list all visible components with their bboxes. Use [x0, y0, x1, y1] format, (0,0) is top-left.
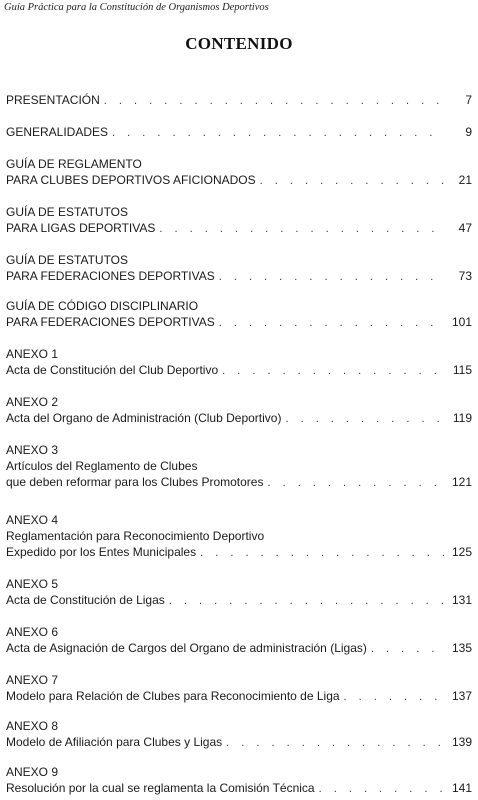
toc-entry-heading: ANEXO 4	[6, 513, 59, 527]
toc-entry-row	[6, 92, 472, 108]
toc-entry-row	[6, 124, 472, 140]
page-number: 9	[465, 125, 472, 139]
toc-entry-title: GENERALIDADES	[6, 125, 109, 139]
toc-entry-title: PRESENTACIÓN	[6, 93, 100, 107]
toc-entry[interactable]	[6, 346, 472, 378]
toc-entry-row	[6, 268, 472, 284]
dot-leader	[222, 363, 444, 379]
page-number: 47	[458, 221, 472, 235]
toc-entry-heading: ANEXO 1	[6, 347, 59, 361]
toc-entry-title: Acta de Constitución del Club Deportivo	[6, 363, 219, 377]
toc-entry-heading: Reglamentación para Reconocimiento Deportivo	[6, 529, 265, 543]
toc-entry-title: PARA CLUBES DEPORTIVOS AFICIONADOS	[6, 173, 256, 187]
toc-entry-title: PARA LIGAS DEPORTIVAS	[6, 221, 156, 235]
toc-entry-row	[6, 544, 472, 560]
toc-entry-heading: ANEXO 8	[6, 719, 59, 733]
toc-entry-heading: GUÍA DE ESTATUTOS	[6, 205, 129, 219]
toc-entry-row	[6, 640, 472, 656]
toc-entry[interactable]	[6, 718, 472, 750]
dot-leader	[219, 269, 444, 285]
toc-entry-heading: ANEXO 5	[6, 577, 59, 591]
toc-entry-title: Acta del Organo de Administración (Club Deportivo)	[6, 411, 282, 425]
toc-entry-heading: ANEXO 3	[6, 443, 59, 457]
toc-entry-heading: ANEXO 7	[6, 673, 59, 687]
dot-leader	[260, 173, 444, 189]
page-number: 73	[458, 269, 472, 283]
page-number: 119	[452, 411, 472, 425]
toc-entry-heading: ANEXO 2	[6, 395, 59, 409]
dot-leader	[344, 689, 444, 705]
toc-entry-title: Resolución por la cual se reglamenta la Comisión Técnica	[6, 781, 315, 795]
toc-entry-title: Modelo para Relación de Clubes para Reconocimiento de Liga	[6, 689, 340, 703]
dot-leader	[226, 735, 444, 751]
dot-leader	[319, 781, 444, 797]
toc-entry[interactable]	[6, 298, 472, 330]
toc-entry-row	[6, 172, 472, 188]
toc-entry-heading: GUÍA DE CÓDIGO DISCIPLINARIO	[6, 299, 199, 313]
toc-entry-row	[6, 592, 472, 608]
toc-entry[interactable]	[6, 252, 472, 284]
dot-leader	[219, 315, 444, 331]
toc-entry[interactable]	[6, 156, 472, 188]
page-number: 125	[451, 545, 472, 559]
page-number: 121	[451, 475, 472, 489]
toc-entry-title: que deben reformar para los Clubes Promotores	[6, 475, 264, 489]
toc-entry[interactable]	[6, 394, 472, 426]
toc-entry[interactable]	[6, 124, 472, 140]
page-number: 139	[451, 735, 472, 749]
page-number: 137	[451, 689, 472, 703]
dot-leader	[200, 545, 444, 561]
running-head: Guía Práctica para la Constitución de Organismos Deportivos	[4, 2, 269, 13]
page-number: 115	[452, 363, 472, 377]
toc-entry-title: Acta de Asignación de Cargos del Organo de administración (Ligas)	[6, 641, 367, 655]
dot-leader	[371, 641, 444, 657]
toc-entry-heading: Artículos del Reglamento de Clubes	[6, 459, 198, 473]
page-number: 131	[451, 593, 472, 607]
toc-entry-heading: ANEXO 6	[6, 625, 59, 639]
dot-leader	[169, 593, 444, 609]
page-number: 141	[451, 781, 472, 795]
dot-leader	[267, 475, 444, 491]
dot-leader	[159, 221, 444, 237]
toc-entry-row	[6, 734, 472, 750]
toc-entry[interactable]	[6, 672, 472, 704]
toc-entry-row	[6, 410, 472, 426]
toc-entry[interactable]	[6, 512, 472, 560]
toc-entry-row	[6, 780, 472, 796]
toc-entry[interactable]	[6, 204, 472, 236]
page-number: 135	[451, 641, 472, 655]
toc-entry[interactable]	[6, 92, 472, 108]
page-title: CONTENIDO	[185, 34, 293, 53]
dot-leader	[285, 411, 444, 427]
toc-entry-title: Acta de Constitución de Ligas	[6, 593, 165, 607]
toc-entry-row	[6, 362, 472, 378]
toc-entry-row	[6, 220, 472, 236]
toc-entry-heading: GUÍA DE ESTATUTOS	[6, 253, 129, 267]
toc-entry-heading: ANEXO 9	[6, 765, 59, 779]
toc-entry-title: Expedido por los Entes Municipales	[6, 545, 197, 559]
toc-entry[interactable]	[6, 624, 472, 656]
page-number: 101	[451, 315, 472, 329]
toc-entry[interactable]	[6, 764, 472, 796]
toc-entry[interactable]	[6, 576, 472, 608]
toc-entry-row	[6, 314, 472, 330]
page-number: 21	[458, 173, 472, 187]
page-number: 7	[465, 93, 472, 107]
toc-entry-heading: GUÍA DE REGLAMENTO	[6, 157, 142, 171]
toc-entry-title: Modelo de Afiliación para Clubes y Ligas	[6, 735, 223, 749]
toc-entry-title: PARA FEDERACIONES DEPORTIVAS	[6, 269, 215, 283]
toc-entry[interactable]	[6, 442, 472, 490]
dot-leader	[104, 93, 444, 109]
toc-entry-row	[6, 474, 472, 490]
toc-entry-row	[6, 688, 472, 704]
dot-leader	[112, 125, 444, 141]
toc-entry-title: PARA FEDERACIONES DEPORTIVAS	[6, 315, 215, 329]
